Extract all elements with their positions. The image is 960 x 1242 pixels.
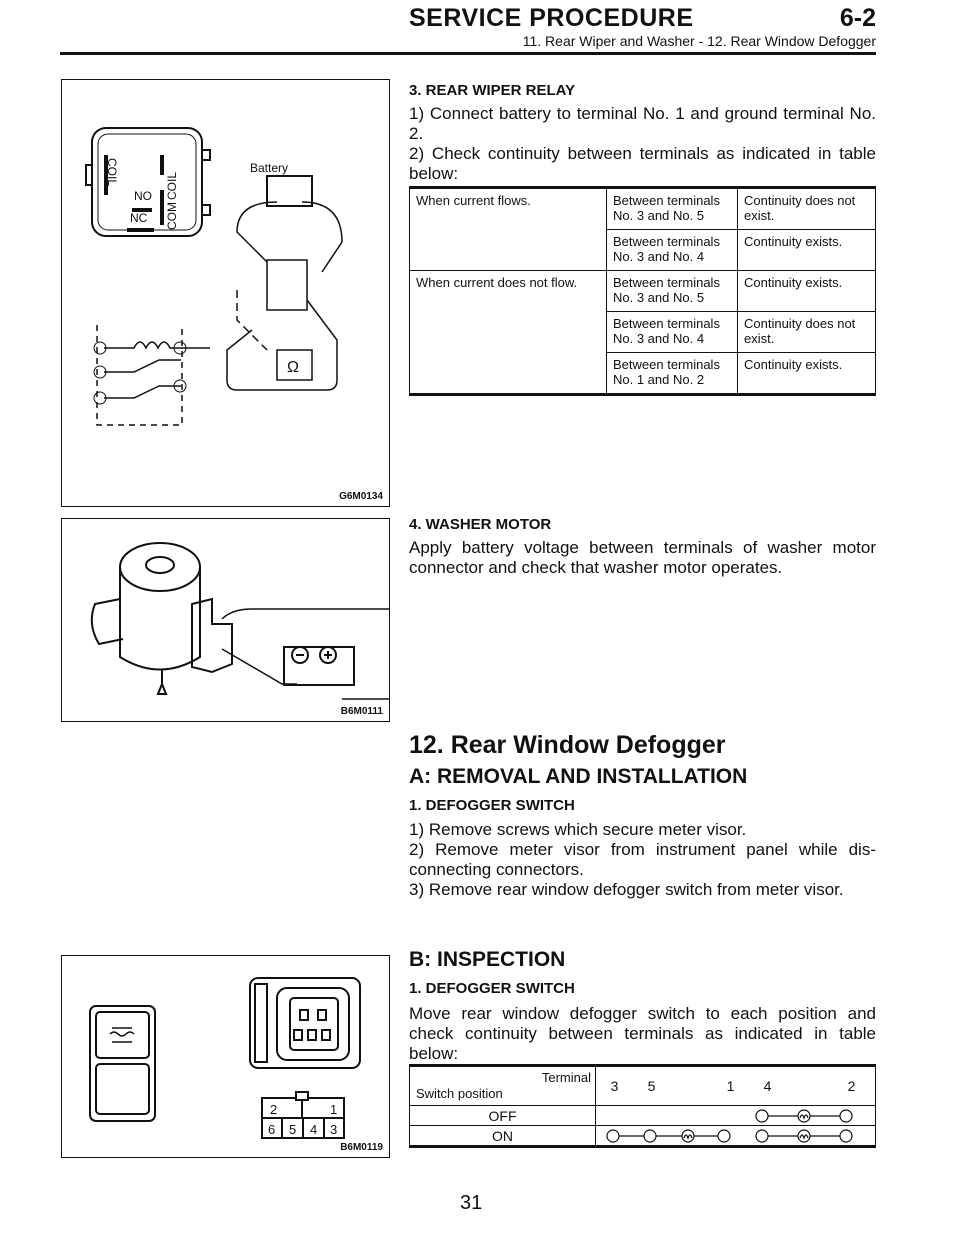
washer-motor-heading: 4. WASHER MOTOR: [409, 516, 552, 533]
continuity-cell: [596, 1106, 876, 1126]
switch-position-cell: ON: [410, 1126, 596, 1147]
defogger-continuity-table: [409, 1064, 876, 1148]
removal-step-1: 1) Remove screws which secure meter visor.: [409, 820, 747, 839]
figure-code: G6M0134: [339, 491, 383, 502]
section-title: SERVICE PROCEDURE: [409, 4, 694, 32]
table-cell: Between terminals No. 3 and No. 4: [607, 312, 738, 353]
section-subtitle: 11. Rear Wiper and Washer - 12. Rear Window Defogger: [522, 33, 876, 49]
rear-wiper-relay-step-1: 1) Connect battery to terminal No. 1 and ground terminal No. 2.: [409, 104, 876, 143]
table-header-cell: 5: [633, 1066, 670, 1106]
table-cell: Continuity exists.: [738, 353, 876, 395]
table-group-label: When current flows.: [410, 188, 607, 271]
header-rule: [60, 52, 876, 55]
figure-rear-wiper-relay: [61, 79, 390, 507]
defogger-switch-heading-b: 1. DEFOGGER SWITCH: [409, 980, 575, 997]
table-corner-cell: [410, 1066, 596, 1106]
table-header-row: [410, 1066, 876, 1106]
terminal-label: 1: [330, 1102, 338, 1117]
removal-installation-heading: A: REMOVAL AND INSTALLATION: [409, 765, 748, 788]
figure-code: B6M0111: [340, 706, 383, 717]
table-row: [410, 1106, 876, 1126]
table-header-cell: 3: [596, 1066, 634, 1106]
table-cell: Between terminals No. 1 and No. 2: [607, 353, 738, 395]
washer-motor-diagram: [62, 519, 389, 709]
table-cell: Continuity exists.: [738, 230, 876, 271]
table-row: [410, 271, 876, 312]
table-header-cell: 1: [712, 1066, 749, 1106]
table-row: [410, 188, 876, 230]
figure-defogger-switch: [61, 955, 390, 1158]
continuity-cell: [596, 1126, 876, 1147]
relay-diagram: [62, 80, 389, 490]
table-row: [410, 1126, 876, 1147]
table-cell: Between terminals No. 3 and No. 5: [607, 188, 738, 230]
continuity-off-icon: [596, 1106, 875, 1125]
table-header-cell: 4: [749, 1066, 786, 1106]
removal-step-3: 3) Remove rear window defogger switch from meter visor.: [409, 880, 844, 899]
table-header-cell: 2: [828, 1066, 876, 1106]
switch-position-cell: OFF: [410, 1106, 596, 1126]
table-group-label: When current does not flow.: [410, 271, 607, 395]
section-number: 6-2: [839, 4, 876, 32]
com-label: COM: [165, 202, 179, 230]
terminal-label: 3: [330, 1122, 338, 1137]
battery-label: Battery: [250, 161, 289, 175]
terminal-label: 6: [268, 1122, 276, 1137]
coil-label-left: COIL: [105, 158, 119, 187]
continuity-on-icon: [596, 1126, 875, 1145]
terminal-column-label: Terminal: [541, 1070, 591, 1085]
rear-wiper-relay-heading: 3. REAR WIPER RELAY: [409, 82, 576, 99]
table-header-cell: [786, 1066, 828, 1106]
table-cell: Between terminals No. 3 and No. 5: [607, 271, 738, 312]
coil-label-right: COIL: [165, 171, 179, 200]
table-cell: Continuity does not exist.: [738, 312, 876, 353]
nc-label: NC: [130, 211, 148, 225]
relay-continuity-table: [409, 186, 876, 396]
page-number: 31: [460, 1192, 483, 1214]
defogger-switch-heading-a: 1. DEFOGGER SWITCH: [409, 797, 575, 814]
terminal-label: 5: [289, 1122, 297, 1137]
figure-code: B6M0119: [340, 1142, 383, 1153]
table-cell: Between terminals No. 3 and No. 4: [607, 230, 738, 271]
switch-position-label: Switch position: [416, 1086, 503, 1101]
no-label: NO: [134, 189, 152, 203]
table-cell: Continuity exists.: [738, 271, 876, 312]
rear-wiper-relay-step-2: 2) Check continuity between terminals as indicated in table below:: [409, 144, 876, 183]
terminal-label: 2: [270, 1102, 278, 1117]
inspection-heading: B: INSPECTION: [409, 948, 566, 971]
table-cell: Continuity does not exist.: [738, 188, 876, 230]
defogger-switch-diagram: [62, 956, 389, 1146]
chapter-title: 12. Rear Window Defogger: [409, 731, 726, 759]
table-header-cell: [670, 1066, 712, 1106]
washer-motor-body: Apply battery voltage between terminals of washer motor connector and check that washer motor operates.: [409, 538, 876, 577]
figure-washer-motor: [61, 518, 390, 722]
removal-step-2: 2) Remove meter visor from instrument panel while dis-connecting connectors.: [409, 840, 876, 879]
terminal-label: 4: [310, 1122, 318, 1137]
inspection-body: Move rear window defogger switch to each position and check continuity between terminals as indicated in table below:: [409, 1004, 876, 1063]
ohm-label: Ω: [287, 359, 299, 376]
